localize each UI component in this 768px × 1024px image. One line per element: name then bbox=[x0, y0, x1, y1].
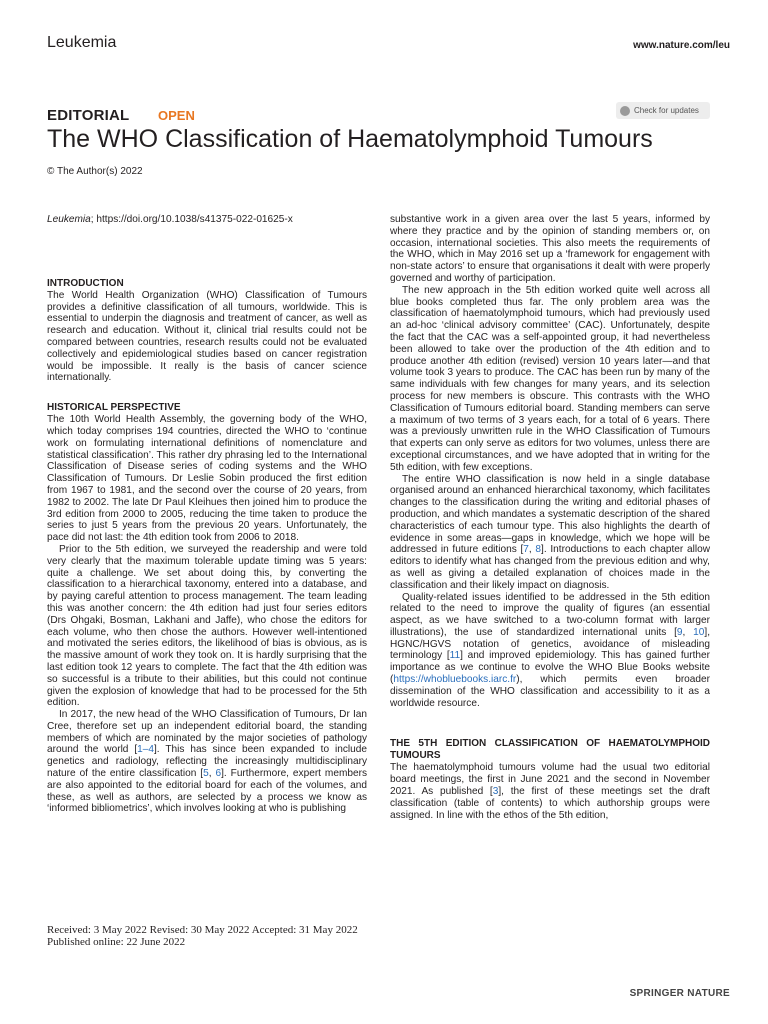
received-dates: Received: 3 May 2022 Revised: 30 May 2022 Accepted: 31 May 2022 bbox=[47, 924, 358, 936]
citation-link[interactable]: 3 bbox=[492, 786, 499, 798]
article-title: The WHO Classification of Haematolymphoid Tumours bbox=[47, 125, 653, 153]
publisher-logo: SPRINGER NATURE bbox=[629, 988, 730, 999]
paragraph-continued: substantive work in a given area over the last 5 years, informed by where they practice and by the opinion of standing members or, on occasion, international societies. This also meets the requirements of the WHO, which in May 2016 set up a ‘framework for engagement with non-state actors’ to ensure that organisations it dealt with were properly governed and worthy of participation. bbox=[390, 214, 710, 284]
published-date: Published online: 22 June 2022 bbox=[47, 936, 186, 948]
paragraph-historical-2: Prior to the 5th edition, we surveyed the readership and were told very clearly that the maximum tolerable update timing was 5 years: quite a challenge. We set about doing this, by converting the classification to a hierarchical taxonomy, entered into a database, and by paying careful attention to process management. The team leading this was another concern: the 4th edition had just four series editors (Drs Ohgaki, Bosman, Lakhani and Jaffe), who chose the editors for each volume, who then chose the authors. However well-intentioned and motivated the series editors, the likelihood of bias is obvious, as is the massive amount of work they took on. It is hardly surprising that the last edition took 12 years to complete. The fact that the 4th edition was so successful is a tribute to their abilities, but this could not continue given the explosion of knowledge that had to be processed for the 5th edition. bbox=[47, 543, 367, 709]
copyright: © The Author(s) 2022 bbox=[47, 166, 143, 177]
paragraph-5th-edition: The haematolymphoid tumours volume had the usual two editorial board meetings, the first in June 2021 and the second in November 2021. As published [3], the first of these meetings set the draft classification (table of contents) to which authorship groups were assigned. In line with the ethos of the 5th edition, bbox=[390, 762, 710, 821]
paragraph-database: The entire WHO classification is now held in a single database organised around an enhanced hierarchical taxonomy, which facilitates changes to the classification during the writing and editorial phases of production, and which mandates a systematic description of the shared characteristics of each tumour type. This also highlights the dearth of evidence in some areas—gaps in knowledge, which we hope will be addressed in future editions [7, 8]. Introductions to each chapter allow editors to identify what has changed from the previous edition and why, as well as giving a detailed explanation of choices made in the classification and their likely impact on diagnosis. bbox=[390, 473, 710, 591]
citation-link[interactable]: 8 bbox=[535, 544, 542, 556]
paragraph-historical-1: The 10th World Health Assembly, the governing body of the WHO, which today comprises 194 countries, directed the WHO to ‘continue work on formulating international definitions of nomenclature and statistical classification’. This rather dry phrasing led to the International Classification of Disease series of coding systems and the WHO Classification of Tumours. Dr Leslie Sobin produced the first edition from 1967 to 1981, and the second over the course of 20 years, from 1982 to 2002. The late Dr Paul Kleihues then joined him to produce the 3rd edition from 2000 to 2005, reducing the time taken to produce the series to just 5 years from the previous 20 years. Unfortunately, the pace did not last: the 4th edition took from 2006 to 2018. bbox=[47, 414, 367, 544]
article-type: EDITORIAL bbox=[47, 107, 130, 124]
journal-url[interactable]: www.nature.com/leu bbox=[633, 40, 730, 51]
paragraph-new-approach: The new approach in the 5th edition worked quite well across all blue books completed thus far. The only problem area was the classification of haematolymphoid tumours, which had previously used an ad-hoc ‘clinical advisory committee’ (CAC). Unfortunately, despite the fact that the CAC was a self-appointed group, it had nevertheless been allowed to take over the production of the 4th edition and to produce another 4th edition (revised) version 10 years later—and that volume took 3 years to produce. The CAC has been run by many of the same individuals with few changes for many years, and its selection process for new members is obscure. This contrasts with the WHO Classification of Tumours editorial board. Standing members can serve a maximum of two terms of 3 years each, for a total of 6 years. There was a previously unwritten rule in the WHO Classification of Tumours that experts can only serve as editors for two volumes, unless there are exceptional circumstances, and we have adopted that in writing for the 5th edition, with few exceptions. bbox=[390, 284, 710, 473]
citation-link[interactable]: 9 bbox=[676, 626, 683, 638]
paragraph-historical-3: In 2017, the new head of the WHO Classification of Tumours, Dr Ian Cree, therefore set up an independent editorial board, the standing members of which are nominated by the major societies of pathology around the world [1–4]. This has since been expanded to include genetics and radiology, reflecting the increasingly multidisciplinary nature of the entire classification [5, 6]. Furthermore, expert members are also appointed to the editorial board for each of the volumes, and these, as well as authors, are selected by a process we know as ‘informed bibliometrics’, which involves looking at who is publishing bbox=[47, 709, 367, 815]
citation-link[interactable]: 5 bbox=[203, 768, 209, 780]
website-link[interactable]: https://whobluebooks.iarc.fr bbox=[393, 674, 517, 686]
left-column bbox=[47, 214, 367, 815]
doi-link[interactable]: ; https://doi.org/10.1038/s41375-022-01625-x bbox=[90, 214, 293, 225]
check-updates-label: Check for updates bbox=[634, 106, 699, 115]
paragraph-introduction: The World Health Organization (WHO) Classification of Tumours provides a definitive classification of all tumours, worldwide. This is essential to underpin the diagnosis and treatment of cancer, as well as research and education. Without it, clinical trial results could not be compared between countries, research results could not be evaluated collectively and epidemiological studies based on cancer registration would be impossible. It really is the basis of cancer science internationally. bbox=[47, 289, 367, 384]
citation-link[interactable]: 10 bbox=[693, 626, 705, 638]
right-column bbox=[390, 214, 710, 821]
citation-link[interactable]: 7 bbox=[523, 544, 529, 556]
citation-link[interactable]: 6 bbox=[215, 768, 222, 780]
section-heading-introduction: INTRODUCTION bbox=[47, 277, 124, 289]
check-for-updates-button[interactable] bbox=[616, 102, 710, 119]
journal-name: Leukemia bbox=[47, 34, 117, 51]
section-heading-historical: HISTORICAL PERSPECTIVE bbox=[47, 402, 181, 414]
citation-link[interactable]: 1–4 bbox=[137, 744, 154, 756]
section-heading-5th-edition: THE 5TH EDITION CLASSIFICATION OF HAEMATOLYMPHOID TUMOURS bbox=[390, 738, 710, 762]
paragraph-quality: Quality-related issues identified to be addressed in the 5th edition related to the need to improve the quality of figures (an essential aspect, as we have switched to a two-column format with larger illustrations), the use of standardized international units [9, 10], HGNC/HGVS notation of genetics, avoidance of misleading terminology [11] and improved epidemiology. This has gained further importance as we continue to evolve the WHO Blue Books website (https://whobluebooks.iarc.fr), which permits even broader dissemination of the WHO classification and accessibility to it as a worldwide resource. bbox=[390, 591, 710, 709]
update-icon bbox=[620, 106, 630, 116]
doi-journal: Leukemia bbox=[47, 214, 91, 225]
citation-link[interactable]: 11 bbox=[449, 650, 461, 662]
article-history bbox=[47, 924, 358, 948]
doi-line bbox=[47, 214, 367, 226]
open-access-badge: OPEN bbox=[158, 108, 195, 123]
